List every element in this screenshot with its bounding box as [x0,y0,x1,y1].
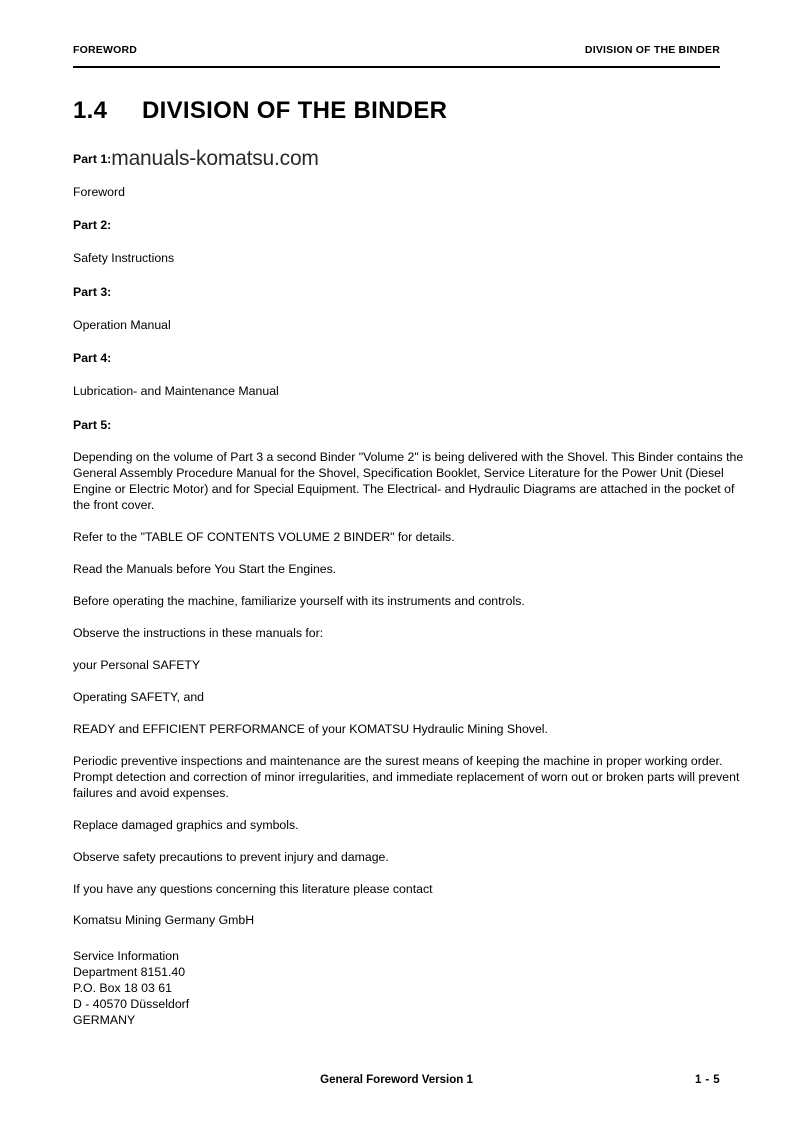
part-1-content: Foreword [73,185,125,199]
address-line-5: GERMANY [73,1013,136,1028]
paragraph-observe-instructions: Observe the instructions in these manuals for: [73,625,324,640]
watermark-text: manuals-komatsu.com [111,147,319,170]
paragraph-personal-safety: your Personal SAFETY [73,657,201,672]
paragraph-familiarize: Before operating the machine, familiarize yourself with its instruments and controls. [73,593,525,608]
paragraph-questions-contact: If you have any questions concerning this literature please contact [73,881,433,896]
page-header [73,44,720,56]
address-line-4: D - 40570 Düsseldorf [73,997,190,1012]
page-title [73,97,447,125]
part-1-label: Part 1: [73,152,112,166]
paragraph-replace-graphics: Replace damaged graphics and symbols. [73,817,299,832]
paragraph-company-name: Komatsu Mining Germany GmbH [73,913,255,928]
paragraph-read-manuals: Read the Manuals before You Start the Engines. [73,561,337,576]
paragraph-refer-toc: Refer to the "TABLE OF CONTENTS VOLUME 2 BINDER" for details. [73,529,455,544]
part-3-content: Operation Manual [73,317,171,332]
address-line-1: Service Information [73,949,179,964]
section-title: DIVISION OF THE BINDER [142,97,448,124]
address-line-3: P.O. Box 18 03 61 [73,981,172,996]
paragraph-volume-2: Depending on the volume of Part 3 a second Binder "Volume 2" is being delivered with the Shovel. This Binder contains the General Assembly Procedure Manual for the Shovel, Specification Booklet, Service Literature for the Power Unit (Diesel Engine or Electric Motor) and for Special Equipment. The Electrical- and Hydraulic Diagrams are attached in the pocket of the front cover. [73,449,744,512]
footer-document-title: General Foreword Version 1 [320,1074,473,1086]
paragraph-performance: READY and EFFICIENT PERFORMANCE of your KOMATSU Hydraulic Mining Shovel. [73,721,548,736]
paragraph-safety-precautions: Observe safety precautions to prevent injury and damage. [73,849,389,864]
contact-address [73,949,745,1029]
part-3-label: Part 3: [73,284,112,299]
part-1-heading [73,146,745,170]
document-body [73,146,745,1029]
part-5-label: Part 5: [73,417,112,432]
paragraph-preventive-inspections: Periodic preventive inspections and maintenance are the surest means of keeping the machine in proper working order. Prompt detection and correction of minor irregularities, and immediate replacement of worn out or broken parts will prevent failures and avoid expenses. [73,753,740,800]
address-line-2: Department 8151.40 [73,965,186,980]
header-divider [73,66,720,68]
part-2-label: Part 2: [73,218,112,233]
footer-page-number: 1 - 5 [694,1074,720,1086]
part-4-content: Lubrication- and Maintenance Manual [73,384,279,399]
section-number: 1.4 [73,97,108,124]
part-2-content: Safety Instructions [73,251,175,266]
header-left-label: FOREWORD [73,44,138,56]
header-right-label: DIVISION OF THE BINDER [584,44,720,56]
part-4-label: Part 4: [73,351,112,366]
paragraph-operating-safety: Operating SAFETY, and [73,689,205,704]
